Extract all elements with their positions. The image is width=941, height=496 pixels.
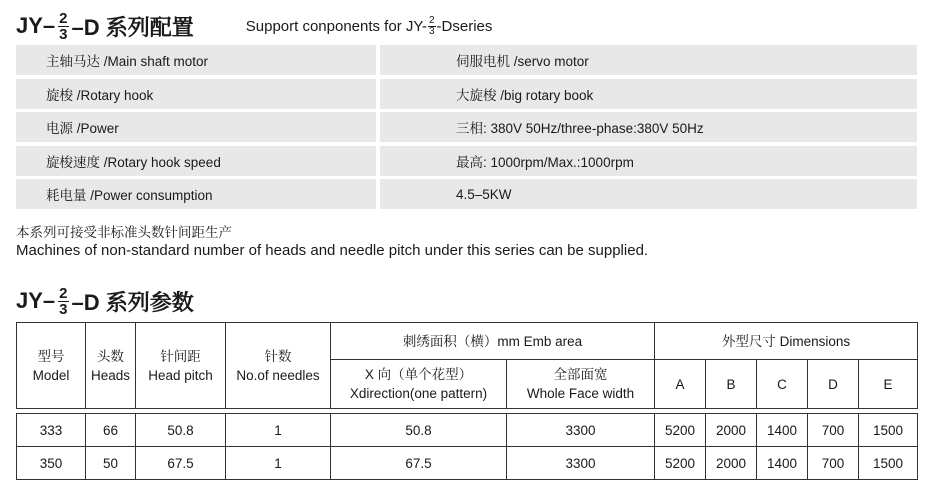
header-dim-c: C <box>757 360 808 409</box>
cell-dim-e: 1500 <box>859 447 918 480</box>
table-header-row <box>17 323 918 360</box>
cell-dim-b: 2000 <box>706 414 757 447</box>
params-title-fraction <box>58 286 68 317</box>
config-section-heading <box>16 6 492 46</box>
cell-dim-e: 1500 <box>859 414 918 447</box>
config-value: 伺服电机 /servo motor <box>380 45 917 75</box>
config-title-fraction <box>58 11 68 42</box>
config-title-suffix: –D 系列配置 <box>71 14 194 40</box>
cell-dim-c: 1400 <box>757 447 808 480</box>
config-subtitle <box>246 16 493 37</box>
cell-needles: 1 <box>226 414 331 447</box>
cell-dim-d: 700 <box>808 447 859 480</box>
header-dimensions: 外型尺寸 Dimensions <box>655 323 918 360</box>
table-row <box>17 447 918 480</box>
fraction-denominator: 3 <box>428 25 435 37</box>
config-list <box>16 45 917 213</box>
fraction-numerator: 2 <box>428 14 435 26</box>
params-table <box>16 322 918 480</box>
cell-dim-a: 5200 <box>655 447 706 480</box>
cell-model: 350 <box>17 447 86 480</box>
cell-heads: 66 <box>86 414 136 447</box>
config-label: 主轴马达 /Main shaft motor <box>16 45 376 75</box>
fraction-numerator: 2 <box>59 284 68 302</box>
header-dim-a: A <box>655 360 706 409</box>
cell-xdirection: 50.8 <box>331 414 507 447</box>
config-title-prefix: JY– <box>16 13 56 38</box>
cell-pitch: 67.5 <box>136 447 226 480</box>
params-section-heading <box>16 281 194 321</box>
config-row <box>16 45 917 75</box>
config-label: 耗电量 /Power consumption <box>16 179 376 209</box>
cell-dim-a: 5200 <box>655 414 706 447</box>
table-row <box>17 414 918 447</box>
config-label: 旋梭速度 /Rotary hook speed <box>16 146 376 176</box>
cell-model: 333 <box>17 414 86 447</box>
cell-whole-face-width: 3300 <box>507 414 655 447</box>
cell-whole-face-width: 3300 <box>507 447 655 480</box>
note-chinese: 本系列可接受非标准头数针间距生产 <box>16 225 232 240</box>
cell-dim-c: 1400 <box>757 414 808 447</box>
config-row <box>16 146 917 176</box>
config-value: 三相: 380V 50Hz/three-phase:380V 50Hz <box>380 112 917 142</box>
header-dim-b: B <box>706 360 757 409</box>
params-title-suffix: –D 系列参数 <box>71 289 194 315</box>
fraction-denominator: 3 <box>59 300 68 318</box>
config-row <box>16 179 917 209</box>
config-value: 4.5–5KW <box>380 179 917 209</box>
cell-xdirection: 67.5 <box>331 447 507 480</box>
config-value: 最高: 1000rpm/Max.:1000rpm <box>380 146 917 176</box>
header-needles: 针数 No.of needles <box>226 323 331 409</box>
cell-dim-d: 700 <box>808 414 859 447</box>
config-label: 电源 /Power <box>16 112 376 142</box>
header-dim-e: E <box>859 360 918 409</box>
config-value: 大旋梭 /big rotary book <box>380 79 917 109</box>
config-row <box>16 112 917 142</box>
cell-pitch: 50.8 <box>136 414 226 447</box>
config-subtitle-suffix: -Dseries <box>436 17 493 35</box>
note-english: Machines of non-standard number of heads and needle pitch under this series can be supplied. <box>16 242 649 259</box>
header-model: 型号 Model <box>17 323 86 409</box>
fraction-denominator: 3 <box>59 25 68 43</box>
header-emb-area: 刺绣面积（横）mm Emb area <box>331 323 655 360</box>
cell-dim-b: 2000 <box>706 447 757 480</box>
config-subtitle-prefix: Support conponents for JY- <box>245 17 427 35</box>
header-whole-face-width: 全部面宽 Whole Face width <box>507 360 655 409</box>
fraction-numerator: 2 <box>59 9 68 27</box>
cell-needles: 1 <box>226 447 331 480</box>
header-head-pitch: 针间距 Head pitch <box>136 323 226 409</box>
config-row <box>16 79 917 109</box>
config-subtitle-fraction <box>428 16 436 37</box>
header-dim-d: D <box>808 360 859 409</box>
config-label: 旋梭 /Rotary hook <box>16 79 376 109</box>
params-title-prefix: JY– <box>16 288 56 313</box>
cell-heads: 50 <box>86 447 136 480</box>
header-xdirection: X 向（单个花型） Xdirection(one pattern) <box>331 360 507 409</box>
header-heads: 头数 Heads <box>86 323 136 409</box>
